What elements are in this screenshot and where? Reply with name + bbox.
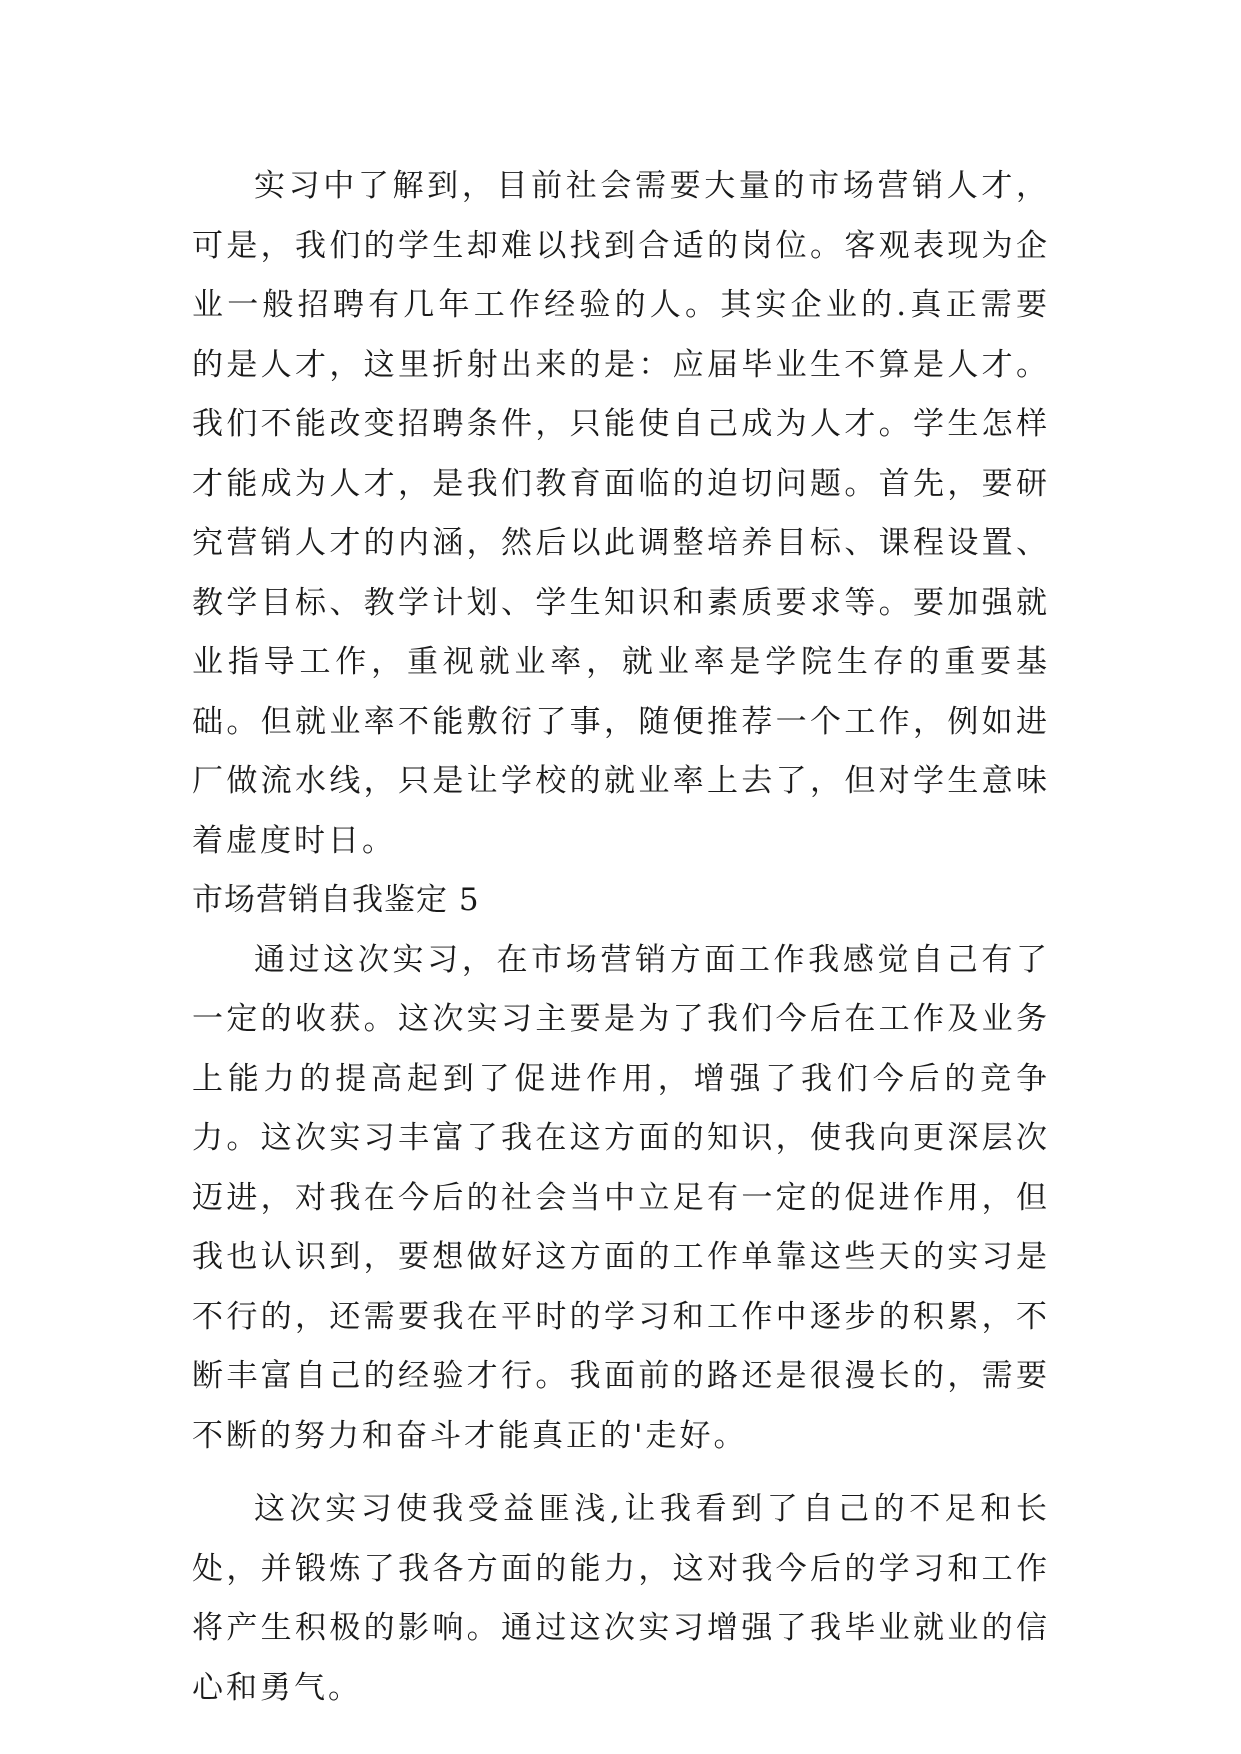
paragraph-internship-benefits: 这次实习使我受益匪浅,让我看到了自己的不足和长处，并锻炼了我各方面的能力，这对我今后的学习和工作将产生积极的影响。通过这次实习增强了我毕业就业的信心和勇气。 <box>192 1491 1050 1706</box>
paragraph-internship-gains: 通过这次实习，在市场营销方面工作我感觉自己有了一定的收获。这次实习主要是为了我们今后在工作及业务上能力的提高起到了促进作用，增强了我们今后的竞争力。这次实习丰富了我在这方面的知识，使我向更深层次迈进，对我在今后的社会当中立足有一定的促进作用，但我也认识到，要想做好这方面的工作单靠这些天的实习是不行的，还需要我在平时的学习和工作中逐步的积累，不断丰富自己的经验才行。我面前的路还是很漫长的，需要不断的努力和奋斗才能真正的'走好。 <box>192 941 1050 1454</box>
paragraph-internship-findings: 实习中了解到，目前社会需要大量的市场营销人才，可是，我们的学生却难以找到合适的岗位。客观表现为企业一般招聘有几年工作经验的人。其实企业的.真正需要的是人才，这里折射出来的是：应届毕业生不算是人才。我们不能改变招聘条件，只能使自己成为人才。学生怎样才能成为人才，是我们教育面临的迫切问题。首先，要研究营销人才的内涵，然后以此调整培养目标、课程设置、教学目标、教学计划、学生知识和素质要求等。要加强就业指导工作，重视就业率，就业率是学院生存的重要基础。但就业率不能敷衍了事，随便推荐一个工作，例如进厂做流水线，只是让学校的就业率上去了，但对学生意味着虚度时日。 <box>192 168 1050 859</box>
document-body <box>192 157 1050 1718</box>
section-heading: 市场营销自我鉴定 5 <box>192 882 480 918</box>
paragraph-spacer <box>192 1466 1050 1480</box>
